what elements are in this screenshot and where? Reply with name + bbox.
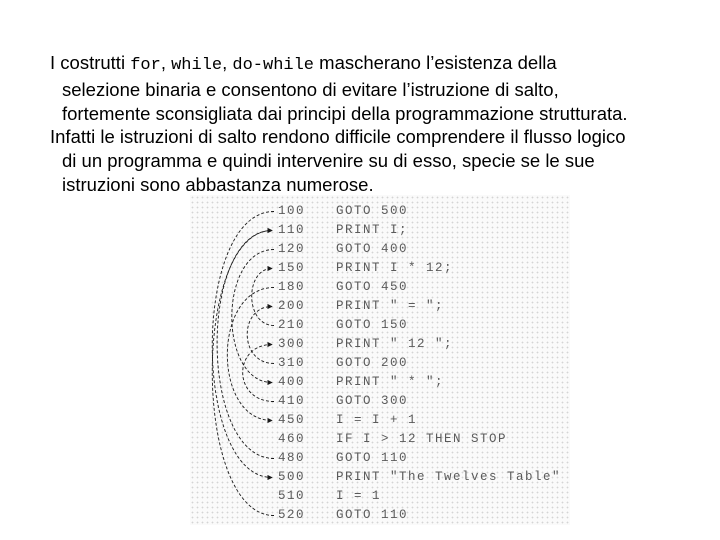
paragraph-2-line-3: istruzioni sono abbastanza numerose.: [62, 174, 374, 195]
line-number: 450: [278, 413, 306, 427]
paragraph-1: [50, 51, 690, 126]
basic-code-listing: [190, 195, 570, 525]
statement: GOTO 110: [336, 451, 409, 465]
goto-arrow: [252, 269, 274, 326]
keyword-do-while: do-while: [232, 56, 315, 75]
line-number: 510: [278, 489, 306, 503]
line-number: 410: [278, 394, 306, 408]
separator: ,: [222, 52, 233, 73]
statement: PRINT I * 12;: [336, 261, 454, 275]
line-number: 400: [278, 375, 306, 389]
statement: PRINT " 12 ";: [336, 337, 454, 351]
statement: GOTO 150: [336, 318, 409, 332]
line-number: 310: [278, 356, 306, 370]
paragraph-2-line-1: Infatti le istruzioni di salto rendono difficile comprendere il flusso logico: [50, 126, 626, 147]
paragraph-1-line-1-rest: mascherano l’esistenza della: [314, 52, 557, 73]
line-number: 150: [278, 261, 306, 275]
paragraph-2-line-2: di un programma e quindi intervenire su di esso, specie se le sue: [62, 150, 595, 171]
line-number: 210: [278, 318, 306, 332]
line-number: 120: [278, 242, 306, 256]
keyword-while: while: [171, 56, 223, 75]
line-number: 500: [278, 470, 306, 484]
statement: PRINT " * ";: [336, 375, 445, 389]
paragraph-1-line-1: [50, 51, 690, 78]
paragraph-1-line-3: fortemente sconsigliata dai principi della programmazione strutturata.: [62, 103, 628, 124]
line-number: 460: [278, 432, 306, 446]
line-number: 100: [278, 204, 306, 218]
statement: PRINT I;: [336, 223, 409, 237]
goto-arrow: [212, 212, 274, 478]
statement: I = I + 1: [336, 413, 418, 427]
line-number: 110: [278, 223, 306, 237]
statement: GOTO 110: [336, 508, 409, 522]
statement: GOTO 450: [336, 280, 409, 294]
line-number: 200: [278, 299, 306, 313]
line-number: 480: [278, 451, 306, 465]
goto-arrow: [217, 231, 274, 459]
paragraph-1-line-2: selezione binaria e consentono di evitare l’istruzione di salto,: [62, 79, 559, 100]
statement: GOTO 200: [336, 356, 409, 370]
statement: GOTO 400: [336, 242, 409, 256]
line-number: 300: [278, 337, 306, 351]
keyword-for: for: [130, 56, 161, 75]
statement: GOTO 300: [336, 394, 409, 408]
statement: PRINT " = ";: [336, 299, 445, 313]
goto-arrow: [243, 345, 274, 402]
statement: PRINT "The Twelves Table": [336, 470, 562, 484]
paragraph-2: [50, 125, 690, 197]
statement: I = 1: [336, 489, 382, 503]
statement: IF I > 12 THEN STOP: [336, 432, 508, 446]
line-number: 180: [278, 280, 306, 294]
separator: ,: [160, 52, 172, 73]
statement: GOTO 500: [336, 204, 409, 218]
goto-arrow: [247, 307, 274, 364]
paragraph-1-prefix: I costrutti: [50, 52, 131, 73]
line-number: 520: [278, 508, 306, 522]
